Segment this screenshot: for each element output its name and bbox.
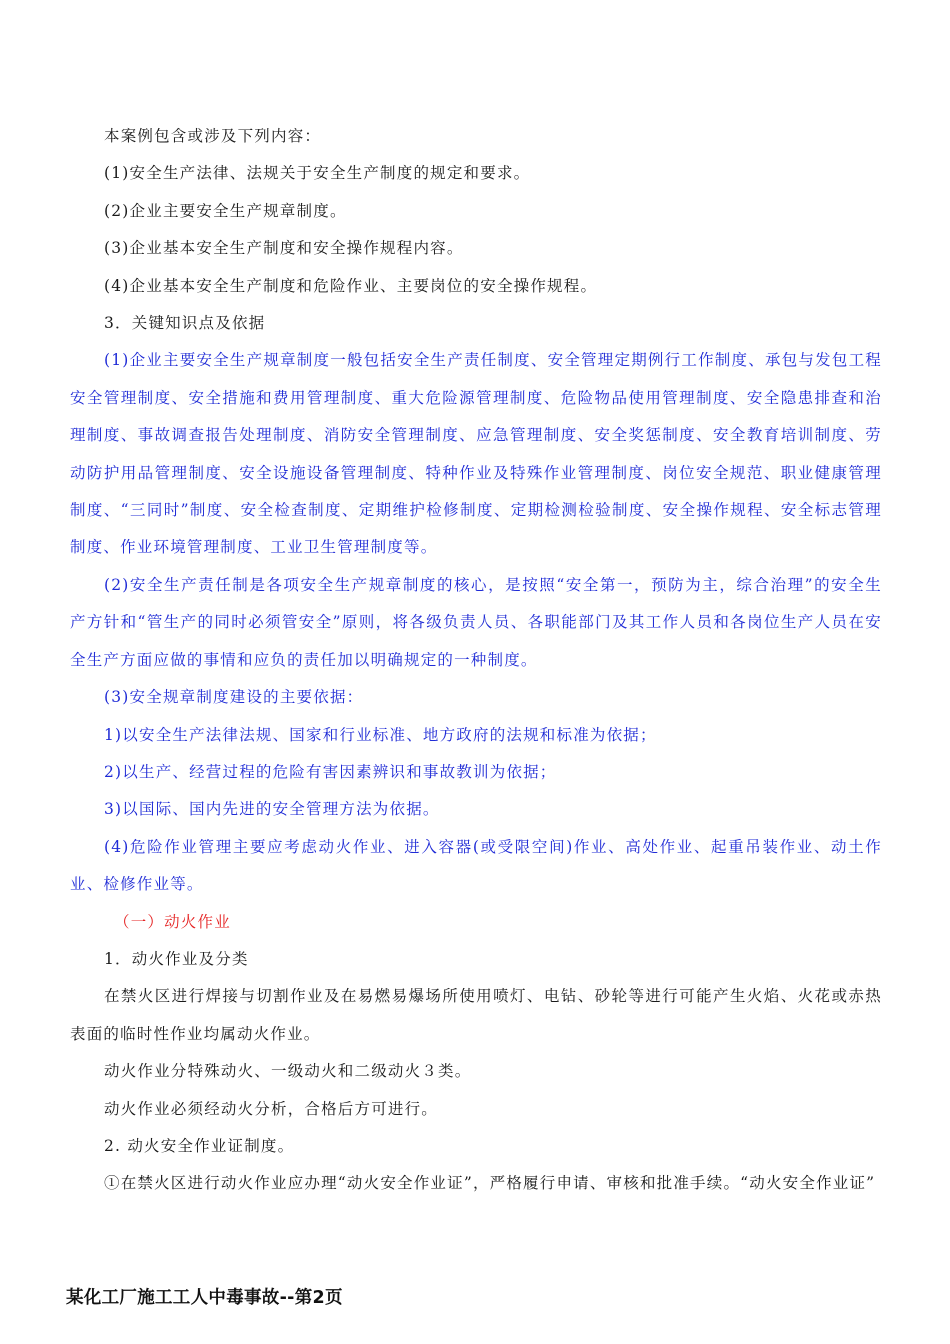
paragraph-hot-work-permit: ①在禁火区进行动火作业应办理“动火安全作业证”，严格履行申请、审核和批准手续。“动火安全作业证” <box>104 1174 876 1193</box>
subheading-hot-work-classification: 1．动火作业及分类 <box>104 949 249 968</box>
paragraph-basis-3: 3)以国际、国内先进的安全管理方法为依据。 <box>104 800 440 819</box>
paragraph-basis-1: 1)以安全生产法律法规、国家和行业标准、地方政府的法规和标准为依据； <box>104 725 657 744</box>
paragraph-key-point-1: (1)企业主要安全生产规章制度一般包括安全生产责任制度、安全管理定期例行工作制度、承包与发包工程安全管理制度、安全措施和费用管理制度、重大危险源管理制度、危险物品使用管理制度、安全隐患排查和治理制度、事故调查报告处理制度、消防安全管理制度、应急管理制度、安全奖惩制度、安全教育培训制度、劳动防护用品管理制度、安全设施设备管理制度、特种作业及特殊作业管理制度、岗位安全规范、职业健康管理制度、“三同时”制度、安全检查制度、定期维护检修制度、定期检测检验制度、安全操作规程、安全标志管理制度、作业环境管理制度、工业卫生管理制度等。 <box>70 351 882 557</box>
section-heading-hot-work: （一）动火作业 <box>114 912 231 931</box>
paragraph-item-2: (2)企业主要安全生产规章制度。 <box>104 201 347 220</box>
page-footer: 某化工厂施工工人中毒事故--第2页 <box>66 1288 343 1308</box>
paragraph-hot-work-types: 动火作业分特殊动火、一级动火和二级动火３类。 <box>104 1062 472 1081</box>
paragraph-hot-work-analysis: 动火作业必须经动火分析，合格后方可进行。 <box>104 1099 439 1118</box>
paragraph-item-3: (3)企业基本安全生产制度和安全操作规程内容。 <box>104 239 464 258</box>
paragraph-key-point-3: (3)安全规章制度建设的主要依据： <box>104 688 364 707</box>
subheading-hot-work-permit: 2. 动火安全作业证制度。 <box>104 1136 295 1155</box>
paragraph-basis-2: 2)以生产、经营过程的危险有害因素辨识和事故教训为依据； <box>104 762 557 781</box>
section-heading-key-points: 3．关键知识点及依据 <box>104 314 266 333</box>
paragraph-item-1: (1)安全生产法律、法规关于安全生产制度的规定和要求。 <box>104 164 531 183</box>
paragraph-key-point-2: (2)安全生产责任制是各项安全生产规章制度的核心，是按照“安全第一，预防为主，综合治理”的安全生产方针和“管生产的同时必须管安全”原则，将各级负责人员、各职能部门及其工作人员和各岗位生产人员在安全生产方面应做的事情和应负的责任加以明确规定的一种制度。 <box>70 575 882 669</box>
paragraph-key-point-4: (4)危险作业管理主要应考虑动火作业、进入容器(或受限空间)作业、高处作业、起重吊装作业、动土作业、检修作业等。 <box>70 837 882 894</box>
paragraph-intro: 本案例包含或涉及下列内容： <box>104 127 322 145</box>
paragraph-hot-work-definition: 在禁火区进行焊接与切割作业及在易燃易爆场所使用喷灯、电钻、砂轮等进行可能产生火焰、火花或赤热表面的临时性作业均属动火作业。 <box>70 987 882 1043</box>
document-body <box>70 118 882 1203</box>
paragraph-item-4: (4)企业基本安全生产制度和危险作业、主要岗位的安全操作规程。 <box>104 276 598 295</box>
